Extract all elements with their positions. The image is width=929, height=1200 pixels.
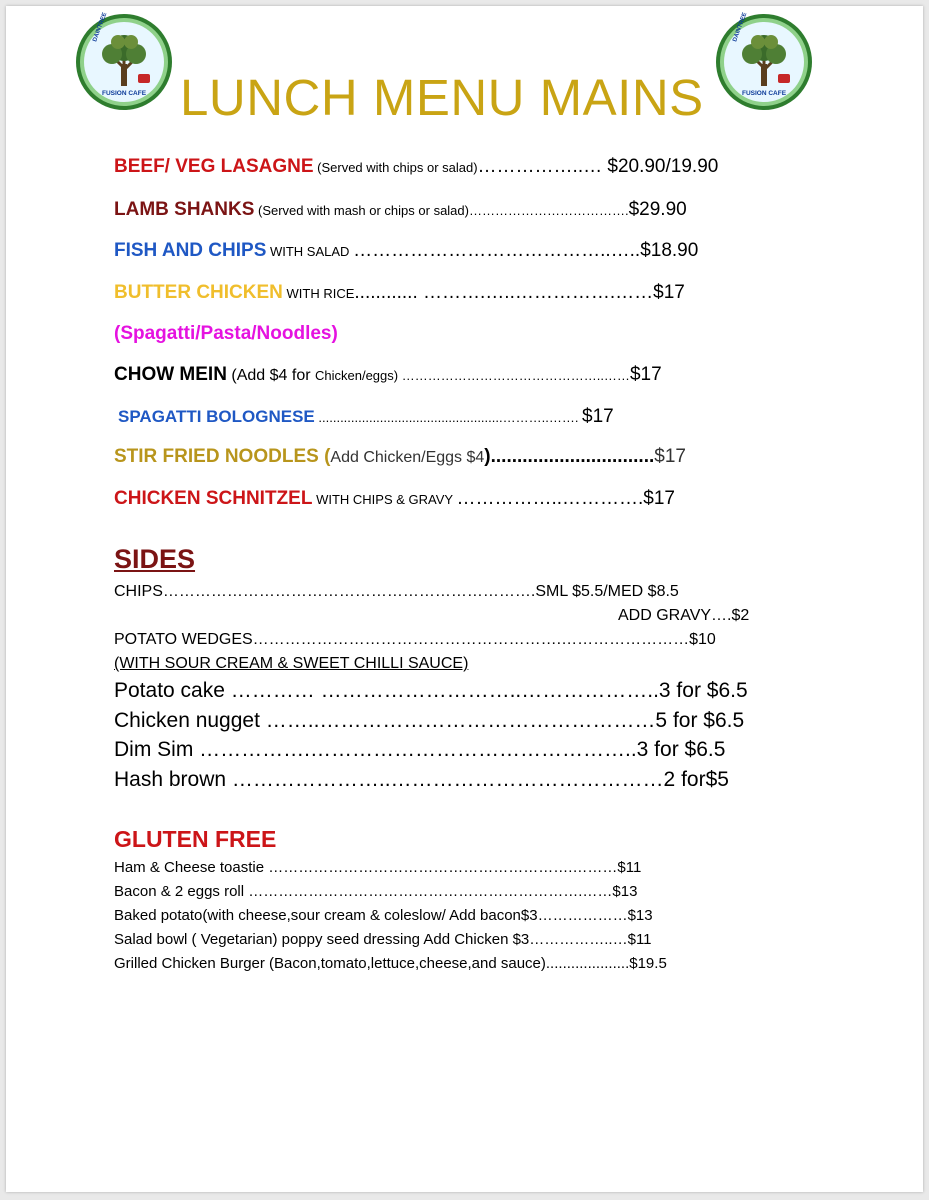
item-price: $17: [654, 446, 686, 467]
sides-gravy: ADD GRAVY….$2: [618, 607, 750, 624]
item-note: WITH SALAD: [266, 244, 354, 259]
menu-item-spagatti-bolognese: [118, 406, 614, 428]
item-note: Add Chicken/Eggs $4: [330, 449, 485, 466]
menu-page: [6, 6, 923, 1192]
item-dots: )...............................: [484, 446, 655, 467]
sides-item: Hash brown …………………..…………………………………2 for$5: [114, 768, 729, 791]
menu-title: LUNCH MENU MAINS: [180, 69, 704, 126]
menu-item-stir-fried-noodles: [114, 446, 686, 468]
item-note: (Served with mash or chips or salad): [254, 203, 469, 218]
item-dots: ............ ……….…..…………….……: [354, 282, 654, 303]
logo-text-left-top: DAINTREE: [92, 12, 109, 43]
menu-item-lasagne: [114, 156, 718, 178]
sides-item: Dim Sim …………….………………………………………..3 for $6.5: [114, 738, 726, 761]
gluten-free-item: Bacon & 2 eggs roll ………………………………………………………….……$13: [114, 883, 638, 900]
item-note-prefix: (Add $4 for: [226, 367, 315, 384]
item-dots: ...................................................………..…….: [314, 410, 583, 425]
item-name: BUTTER CHICKEN: [114, 282, 283, 303]
item-price: $17: [653, 282, 685, 303]
item-price: $17: [582, 406, 614, 427]
category-name: (Spagatti/Pasta/Noodles): [114, 323, 338, 344]
sides-potato-wedges: POTATO WEDGES………………………………………………….……………………$10: [114, 631, 716, 648]
item-price: $17: [643, 488, 675, 509]
menu-item-chow-mein: [114, 364, 662, 386]
gluten-free-item: Grilled Chicken Burger (Bacon,tomato,lettuce,cheese,and sauce)....................$19.5: [114, 955, 667, 972]
menu-item-chicken-schnitzel: [114, 488, 675, 510]
item-name: SPAGATTI BOLOGNESE: [118, 407, 315, 426]
item-price: $20.90/19.90: [607, 156, 719, 177]
logo-text-left: FUSION CAFE: [101, 90, 147, 97]
item-name: STIR FRIED NOODLES (: [114, 446, 331, 467]
item-price: $29.90: [628, 199, 687, 220]
gluten-free-item: Baked potato(with cheese,sour cream & coleslow/ Add bacon$3………………$13: [114, 907, 653, 924]
item-price: $18.90: [640, 240, 699, 261]
item-note: WITH RICE: [282, 286, 355, 301]
item-name: FISH AND CHIPS: [114, 240, 267, 261]
item-name: BEEF/ VEG LASAGNE: [114, 156, 314, 177]
item-dots: ……………..………….: [456, 488, 644, 509]
cafe-logo-left: [74, 12, 174, 112]
gluten-free-item: Salad bowl ( Vegetarian) poppy seed dressing Add Chicken $3……………..…$11: [114, 931, 652, 948]
item-dots: ………………………………………..……: [398, 368, 630, 383]
logo-text-right: FUSION CAFE: [741, 90, 787, 97]
menu-category-noodles: [114, 323, 338, 345]
sides-wedges-note: (WITH SOUR CREAM & SWEET CHILLI SAUCE): [114, 655, 469, 672]
sides-item: Potato cake ………… ………………………..………………..3 for $6.5: [114, 679, 748, 702]
gluten-free-heading: GLUTEN FREE: [114, 826, 277, 852]
item-price: $17: [629, 364, 662, 385]
logo-text-right-top: DAINTREE: [732, 12, 749, 43]
item-name: CHOW MEIN: [114, 364, 227, 385]
cafe-logo-right: [714, 12, 814, 112]
sides-chips: CHIPS…………………………………………………………….SML $5.5/MED $8.5: [114, 583, 679, 600]
item-note: (Served with chips or salad): [313, 160, 478, 175]
item-note: WITH CHIPS & GRAVY: [312, 492, 457, 507]
item-dots: ……………..…: [477, 156, 608, 177]
item-note: Chicken/eggs): [314, 368, 399, 383]
sides-item: Chicken nugget ……..…………………………………………5 for $6.5: [114, 709, 745, 732]
sides-heading: SIDES: [114, 544, 196, 574]
gluten-free-item: Ham & Cheese toastie …………………………………………………….………$11: [114, 859, 642, 876]
item-name: LAMB SHANKS: [114, 199, 255, 220]
menu-item-butter-chicken: [114, 282, 685, 304]
item-dots: …………………………………..…..: [353, 240, 641, 261]
menu-item-lamb-shanks: [114, 199, 687, 221]
menu-item-fish-and-chips: [114, 240, 698, 262]
item-dots: ……………………………….: [468, 203, 629, 218]
item-name: CHICKEN SCHNITZEL: [114, 488, 313, 509]
